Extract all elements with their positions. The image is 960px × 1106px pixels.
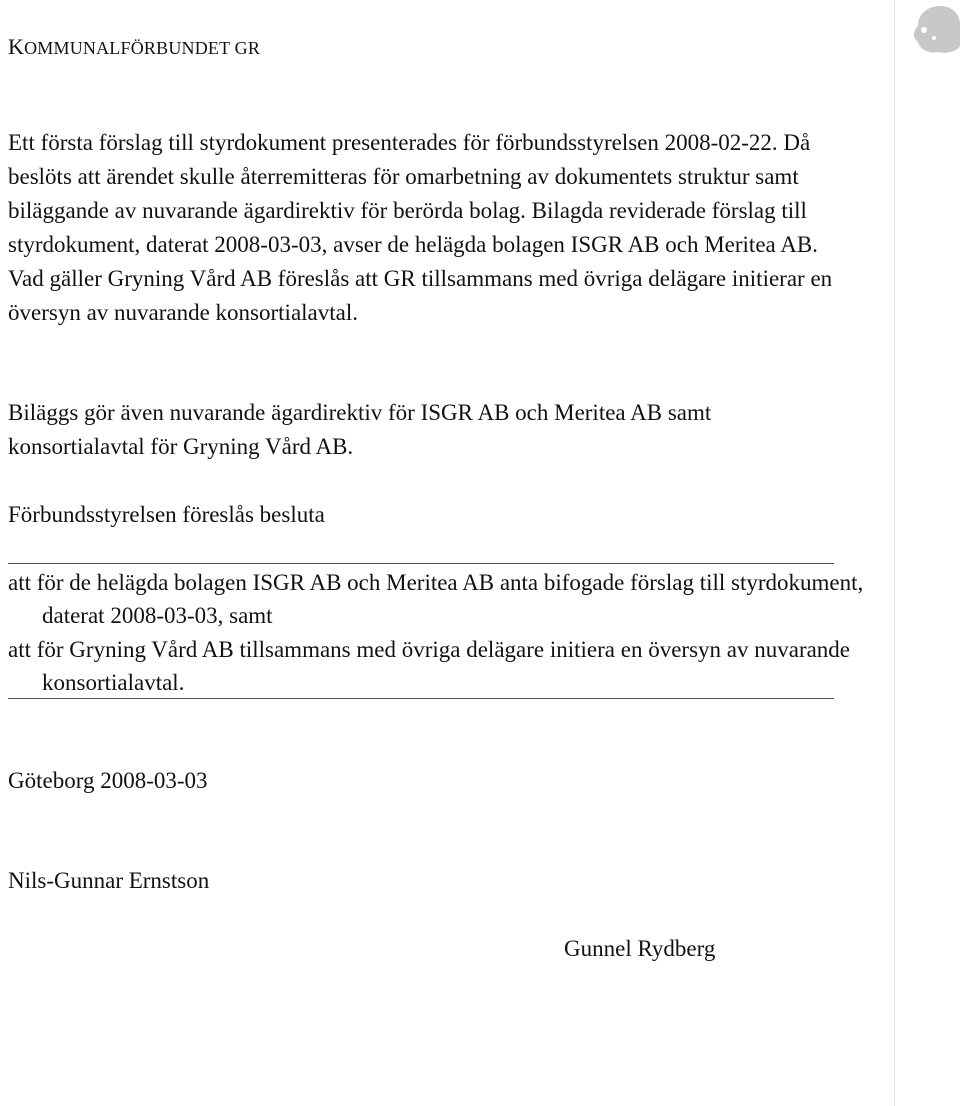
- body-paragraph-background: Ett första förslag till styrdokument presenterades för förbundsstyrelsen 2008-02-22. Då beslöts att ärendet skulle återremitteras för omarbetning av dokumentets struktur samt biläggande av nuvarande ägardirektiv för berörda bolag. Bilagda reviderade förslag till styrdokument, daterat 2008-03-03, avser de helägda bolagen ISGR AB och Meritea AB. Vad gäller Gryning Vård AB föreslås att GR tillsammans med övriga delägare initierar en översyn av nuvarande konsortialavtal.: [8, 130, 833, 325]
- place-and-date: Göteborg 2008-03-03: [8, 768, 208, 793]
- organization-name-initial: K: [8, 34, 25, 59]
- decision-item-2: att för Gryning Vård AB tillsammans med övriga delägare initiera en översyn av nuvarande konsortialavtal.: [8, 637, 851, 695]
- body-paragraph-attachments: Biläggs gör även nuvarande ägardirektiv för ISGR AB och Meritea AB samt konsortialavtal för Gryning Vård AB.: [8, 400, 712, 459]
- decision-item-1: att för de helägda bolagen ISGR AB och Meritea AB anta bifogade förslag till styrdokument, daterat 2008-03-03, samt: [8, 570, 864, 628]
- organization-name: [8, 34, 260, 60]
- decision-rule-bottom: [8, 698, 834, 699]
- corner-blot-icon: [910, 4, 960, 54]
- decision-rule-top: [8, 563, 834, 564]
- body-paragraph-proposal-intro: Förbundsstyrelsen föreslås besluta: [8, 502, 325, 527]
- signatory-director: Gunnel Rydberg: [564, 936, 716, 961]
- page-margin-line: [894, 0, 895, 1106]
- signatory-chair: Nils-Gunnar Ernstson: [8, 868, 210, 893]
- organization-name-rest: OMMUNALFÖRBUNDET GR: [24, 38, 261, 58]
